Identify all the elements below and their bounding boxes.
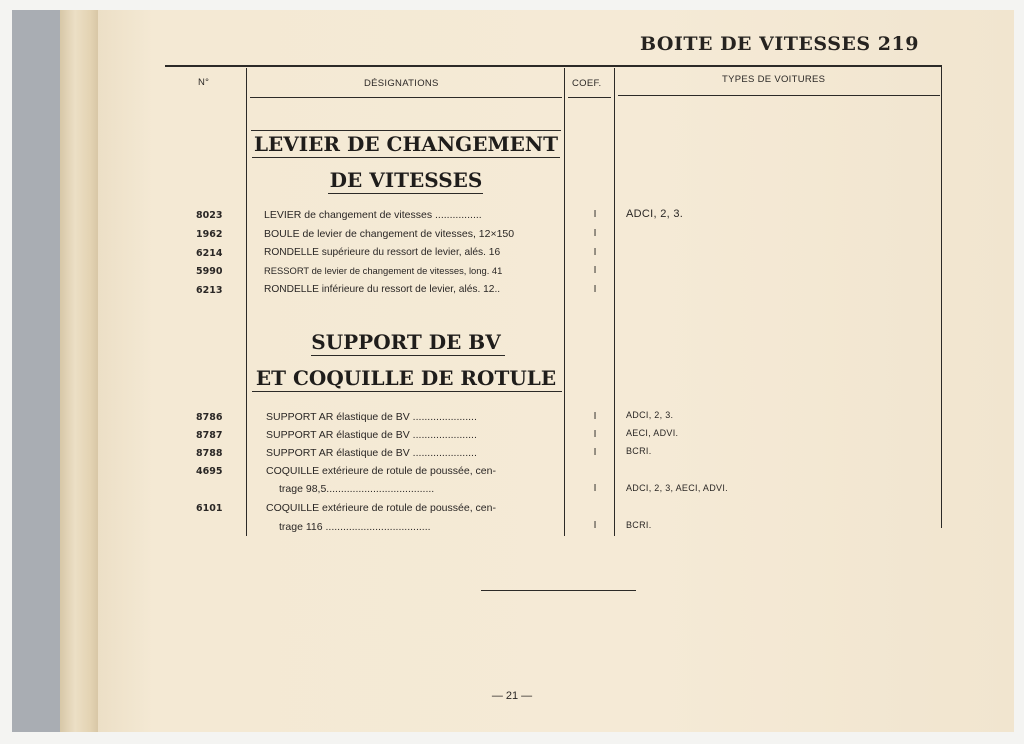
part-coef: I: [593, 520, 597, 531]
part-coef: I: [593, 429, 597, 440]
part-number: 1962: [196, 229, 223, 240]
table-top-rule: [165, 65, 942, 67]
header-rule-des: [250, 97, 562, 98]
col-divider-coef: [614, 68, 615, 536]
header-rule-types: [618, 95, 940, 96]
part-number: 6213: [196, 285, 223, 296]
part-coef: I: [593, 209, 597, 220]
vehicle-types: ADCI, 2, 3.: [626, 410, 674, 420]
vehicle-types: BCRI.: [626, 520, 652, 530]
part-designation: RONDELLE inférieure du ressort de levier, alés. 12..: [264, 284, 501, 295]
part-designation: BOULE de levier de changement de vitesses, 12×150: [264, 228, 515, 240]
column-header-designations: DÉSIGNATIONS: [364, 78, 439, 89]
col-divider-no: [246, 68, 247, 536]
section2-rule-mid: [311, 355, 505, 356]
part-number: 8787: [196, 430, 223, 441]
book-binding: [60, 10, 98, 732]
part-coef: I: [593, 447, 597, 458]
column-header-no: N°: [198, 77, 210, 88]
column-header-coef: COEF.: [572, 78, 602, 89]
section1-rule-top: [251, 130, 561, 131]
part-designation: RONDELLE supérieure du ressort de levier, alés. 16: [264, 247, 501, 258]
part-designation: COQUILLE extérieure de rotule de poussée, cen-: [266, 465, 496, 477]
section1-rule-mid: [252, 157, 560, 158]
vehicle-types: BCRI.: [626, 446, 652, 456]
part-designation: LEVIER de changement de vitesses ................: [264, 209, 482, 221]
page-title: BOITE DE VITESSES 219: [640, 33, 919, 55]
part-designation: SUPPORT AR élastique de BV ......................: [266, 429, 477, 441]
page-number: — 21 —: [491, 690, 533, 702]
part-coef: I: [593, 284, 597, 295]
part-coef: I: [593, 483, 597, 494]
section2-rule-bottom: [252, 391, 562, 392]
section2-title-line2: ET COQUILLE DE ROTULE: [255, 366, 557, 390]
part-designation-continued: trage 98,5.....................................: [279, 483, 435, 495]
part-designation: COQUILLE extérieure de rotule de poussée, cen-: [266, 502, 496, 514]
part-number: 6101: [196, 503, 223, 514]
header-rule-coef: [568, 97, 611, 98]
part-coef: I: [593, 265, 597, 276]
col-divider-types: [941, 66, 942, 528]
part-number: 8023: [196, 210, 223, 221]
section1-title-line2: DE VITESSES: [329, 168, 483, 192]
part-designation-continued: trage 116 ....................................: [279, 521, 431, 533]
end-rule: [481, 590, 636, 591]
part-coef: I: [593, 247, 597, 258]
part-number: 5990: [196, 266, 223, 277]
part-coef: I: [593, 411, 597, 422]
scanner-margin: [12, 10, 60, 732]
section1-rule-bottom: [328, 193, 483, 194]
part-designation: SUPPORT AR élastique de BV ......................: [266, 411, 477, 423]
part-designation: SUPPORT AR élastique de BV ......................: [266, 447, 477, 459]
part-number: 4695: [196, 466, 223, 477]
part-designation: RESSORT de levier de changement de vitesses, long. 41: [264, 265, 503, 276]
vehicle-types: ADCI, 2, 3, AECI, ADVI.: [626, 483, 728, 493]
section2-title-line1: SUPPORT DE BV: [311, 330, 501, 354]
part-number: 6214: [196, 248, 223, 259]
vehicle-types: AECI, ADVI.: [626, 428, 679, 438]
part-number: 8788: [196, 448, 223, 459]
vehicle-types: ADCI, 2, 3.: [626, 208, 684, 220]
column-header-types: TYPES DE VOITURES: [722, 74, 826, 85]
col-divider-des: [564, 68, 565, 536]
part-coef: I: [593, 228, 597, 239]
section1-title-line1: LEVIER DE CHANGEMENT: [253, 132, 559, 156]
part-number: 8786: [196, 412, 223, 423]
